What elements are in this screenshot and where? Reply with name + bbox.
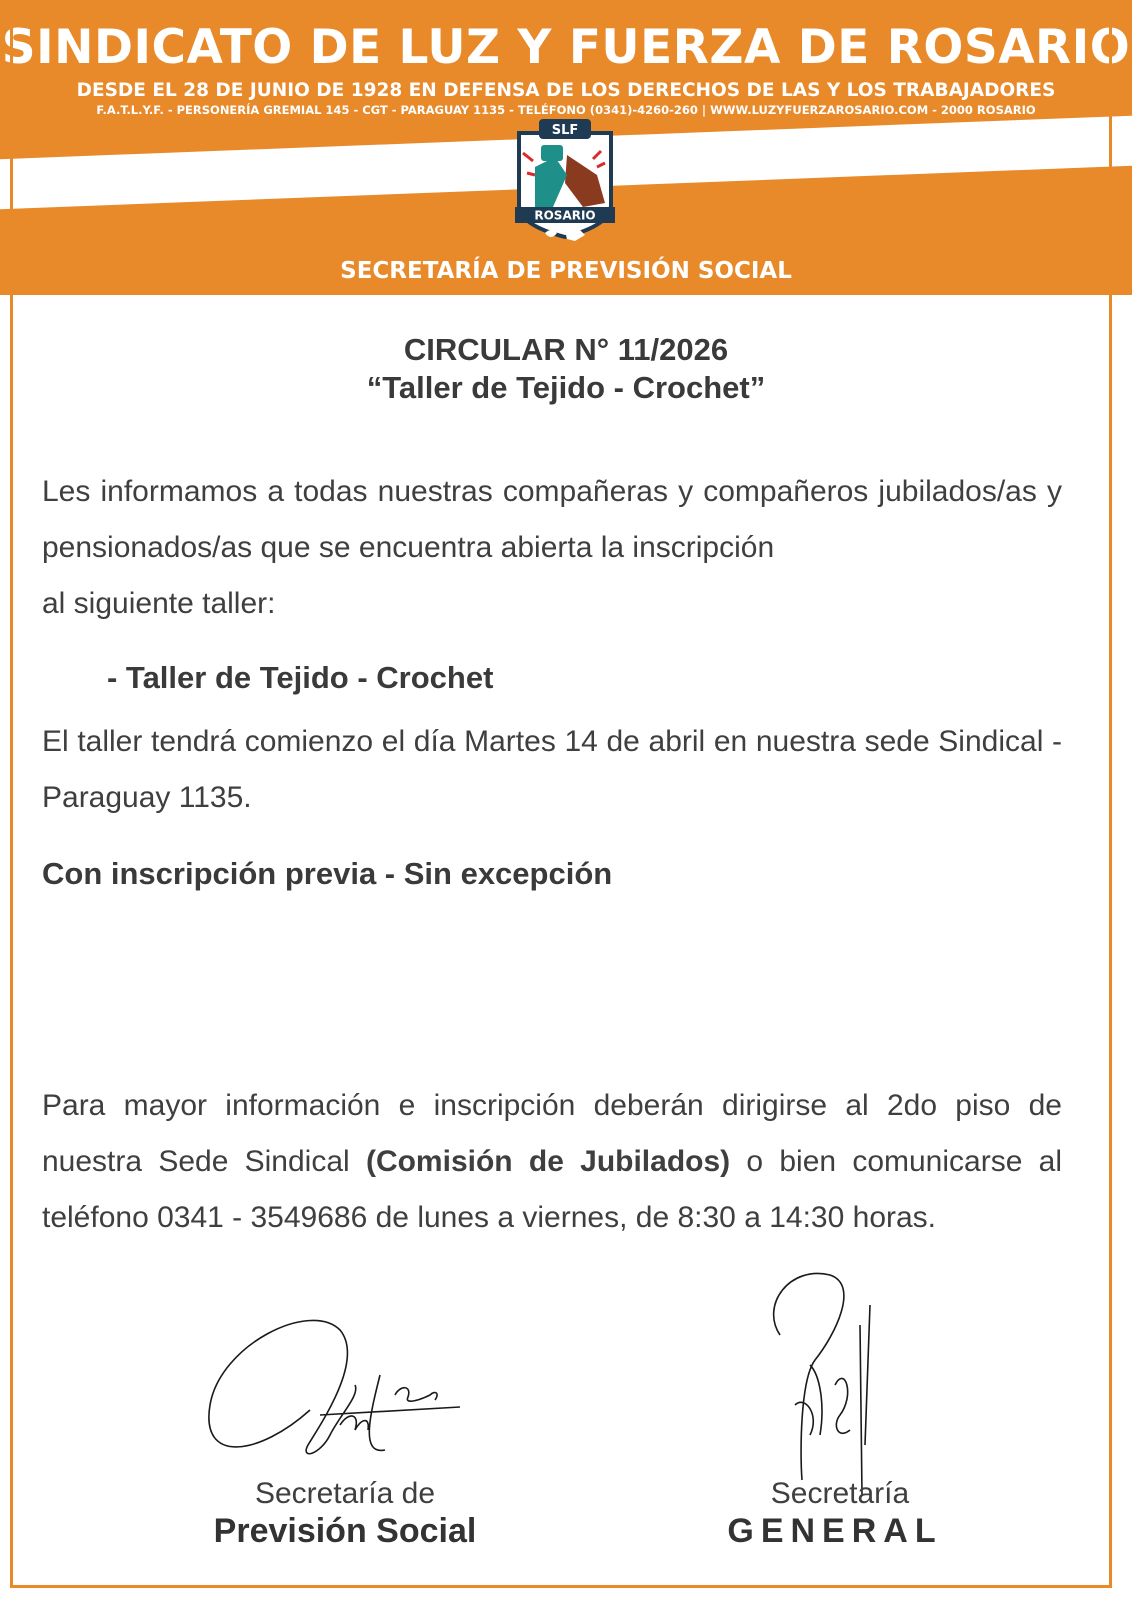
workshop-bullet: - Taller de Tejido - Crochet [107,660,494,695]
signature-left [190,1305,480,1475]
start-info-paragraph: El taller tendrá comienzo el día Martes 14 de abril en nuestra sede Sindical - Paraguay 1135. [42,725,1062,814]
intro-text-end: al siguiente taller: [42,587,276,620]
right-signatory-office: GENERAL [727,1512,943,1550]
union-name: SINDICATO DE LUZ Y FUERZA DE ROSARIO [1,20,1131,75]
circular-title: “Taller de Tejido - Crochet” [366,370,766,405]
union-contact-info: F.A.T.L.Y.F. - PERSONERÍA GREMIAL 145 - CGT - PARAGUAY 1135 - TELÉFONO (0341)-4260-260 | WWW.LUZYFUERZAROSARIO.COM - 2000 ROSARIO [96,103,1036,117]
registration-requirement: Con inscripción previa - Sin excepción [42,856,613,891]
logo-top-text: SLF [551,123,579,138]
circular-number: CIRCULAR N° 11/2026 [403,332,729,367]
contact-paragraph [42,1078,1062,1246]
left-signatory-title: Secretaría de [254,1477,436,1510]
union-tagline: DESDE EL 28 DE JUNIO DE 1928 EN DEFENSA DE LOS DERECHOS DE LAS Y LOS TRABAJADORES [76,80,1056,101]
contact-commission: (Comisión de Jubilados) [365,1145,731,1178]
department-name: SECRETARÍA DE PREVISIÓN SOCIAL [340,258,792,284]
intro-paragraph [42,464,1062,632]
logo-bottom-text: ROSARIO [534,208,596,223]
intro-text: Les informamos a todas nuestras compañeras y compañeros jubilados/as y pensionados/as que se encuentra abierta la inscripción [42,475,1062,564]
contact-text-start: Para mayor información e inscripción deberán dirigirse al 2do piso de nuestra Sede Sindical [42,1089,1062,1178]
left-signatory-office: Previsión Social [213,1512,477,1550]
right-signatory-title: Secretaría [770,1477,910,1510]
contact-text-end: o bien comunicarse al teléfono 0341 - 3549686 de lunes a viernes, de 8:30 a 14:30 horas. [42,1145,1062,1234]
